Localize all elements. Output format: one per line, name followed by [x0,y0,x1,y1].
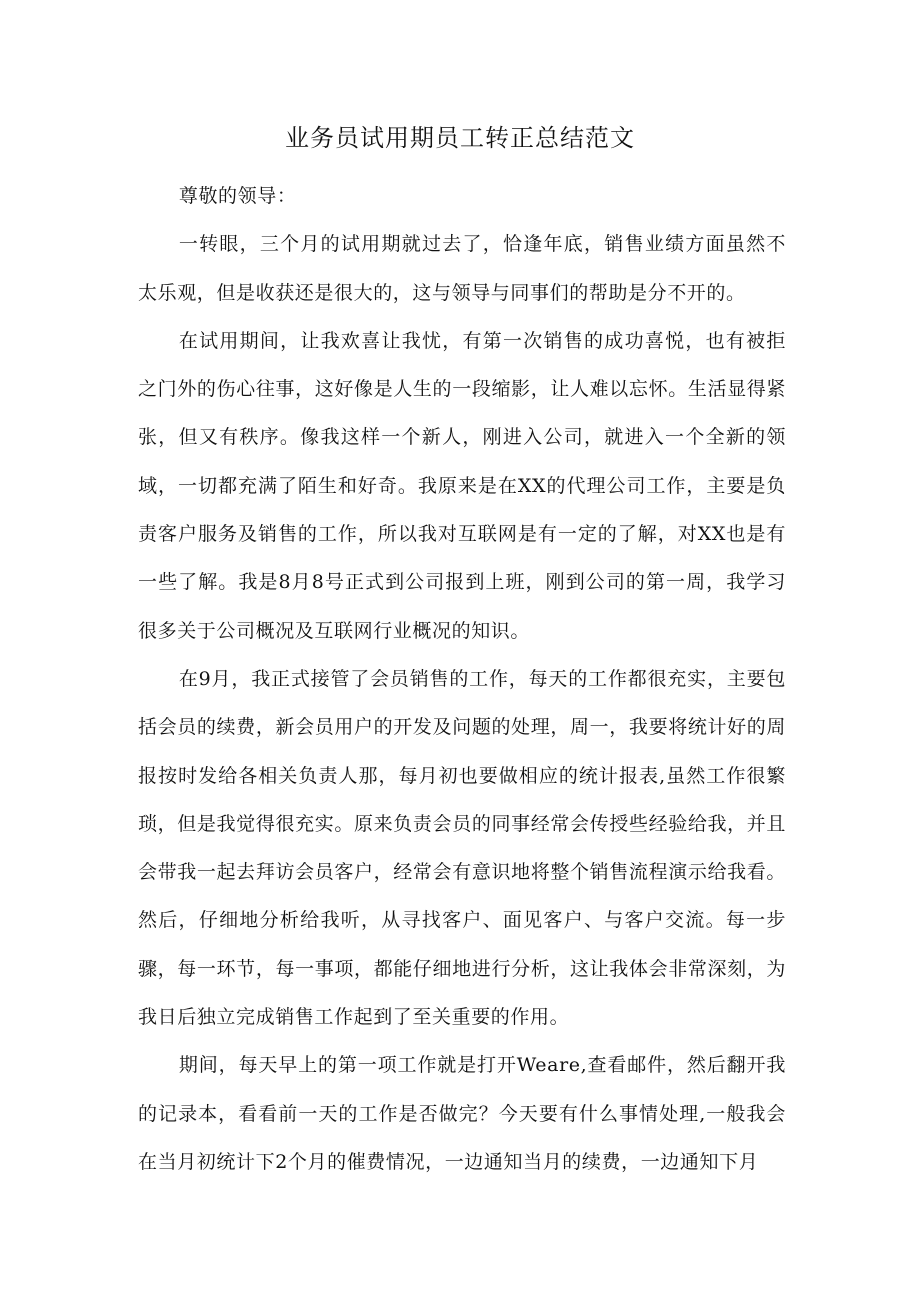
paragraph-3: 在9月，我正式接管了会员销售的工作，每天的工作都很充实，主要包括会员的续费，新会员用户的开发及问题的处理，周一，我要将统计好的周报按时发给各相关负责人那，每月初也要做相应的统计报表,虽然工作很繁琐，但是我觉得很充实。原来负责会员的同事经常会传授些经验给我，并且会带我一起去拜访会员客户，经常会有意识地将整个销售流程演示给我看。然后，仔细地分析给我听，从寻找客户、面见客户、与客户交流。每一步骤，每一环节，每一事项，都能仔细地进行分析，这让我体会非常深刻，为我日后独立完成销售工作起到了至关重要的作用。 [138,667,786,1029]
document-body [138,172,786,1186]
paragraph-2: 在试用期间，让我欢喜让我忧，有第一次销售的成功喜悦，也有被拒之门外的伤心往事，这好像是人生的一段缩影，让人难以忘怀。生活显得紧张，但又有秩序。像我这样一个新人，刚进入公司，就进入一个全新的领域，一切都充满了陌生和好奇。我原来是在XX的代理公司工作，主要是负责客户服务及销售的工作，所以我对互联网是有一定的了解，对XX也是有一些了解。我是8月8号正式到公司报到上班，刚到公司的第一周，我学习很多关于公司概况及互联网行业概况的知识。 [138,329,786,642]
document-title: 业务员试用期员工转正总结范文 [285,124,635,152]
paragraph-4: 期间，每天早上的第一项工作就是打开Weare,查看邮件，然后翻开我的记录本，看看前一天的工作是否做完？今天要有什么事情处理,一般我会在当月初统计下2个月的催费情况，一边通知当月的续费，一边通知下月 [138,1054,786,1173]
salutation: 尊敬的领导： [178,185,297,207]
paragraph-1: 一转眼，三个月的试用期就过去了，恰逢年底，销售业绩方面虽然不太乐观，但是收获还是很大的，这与领导与同事们的帮助是分不开的。 [138,233,786,304]
